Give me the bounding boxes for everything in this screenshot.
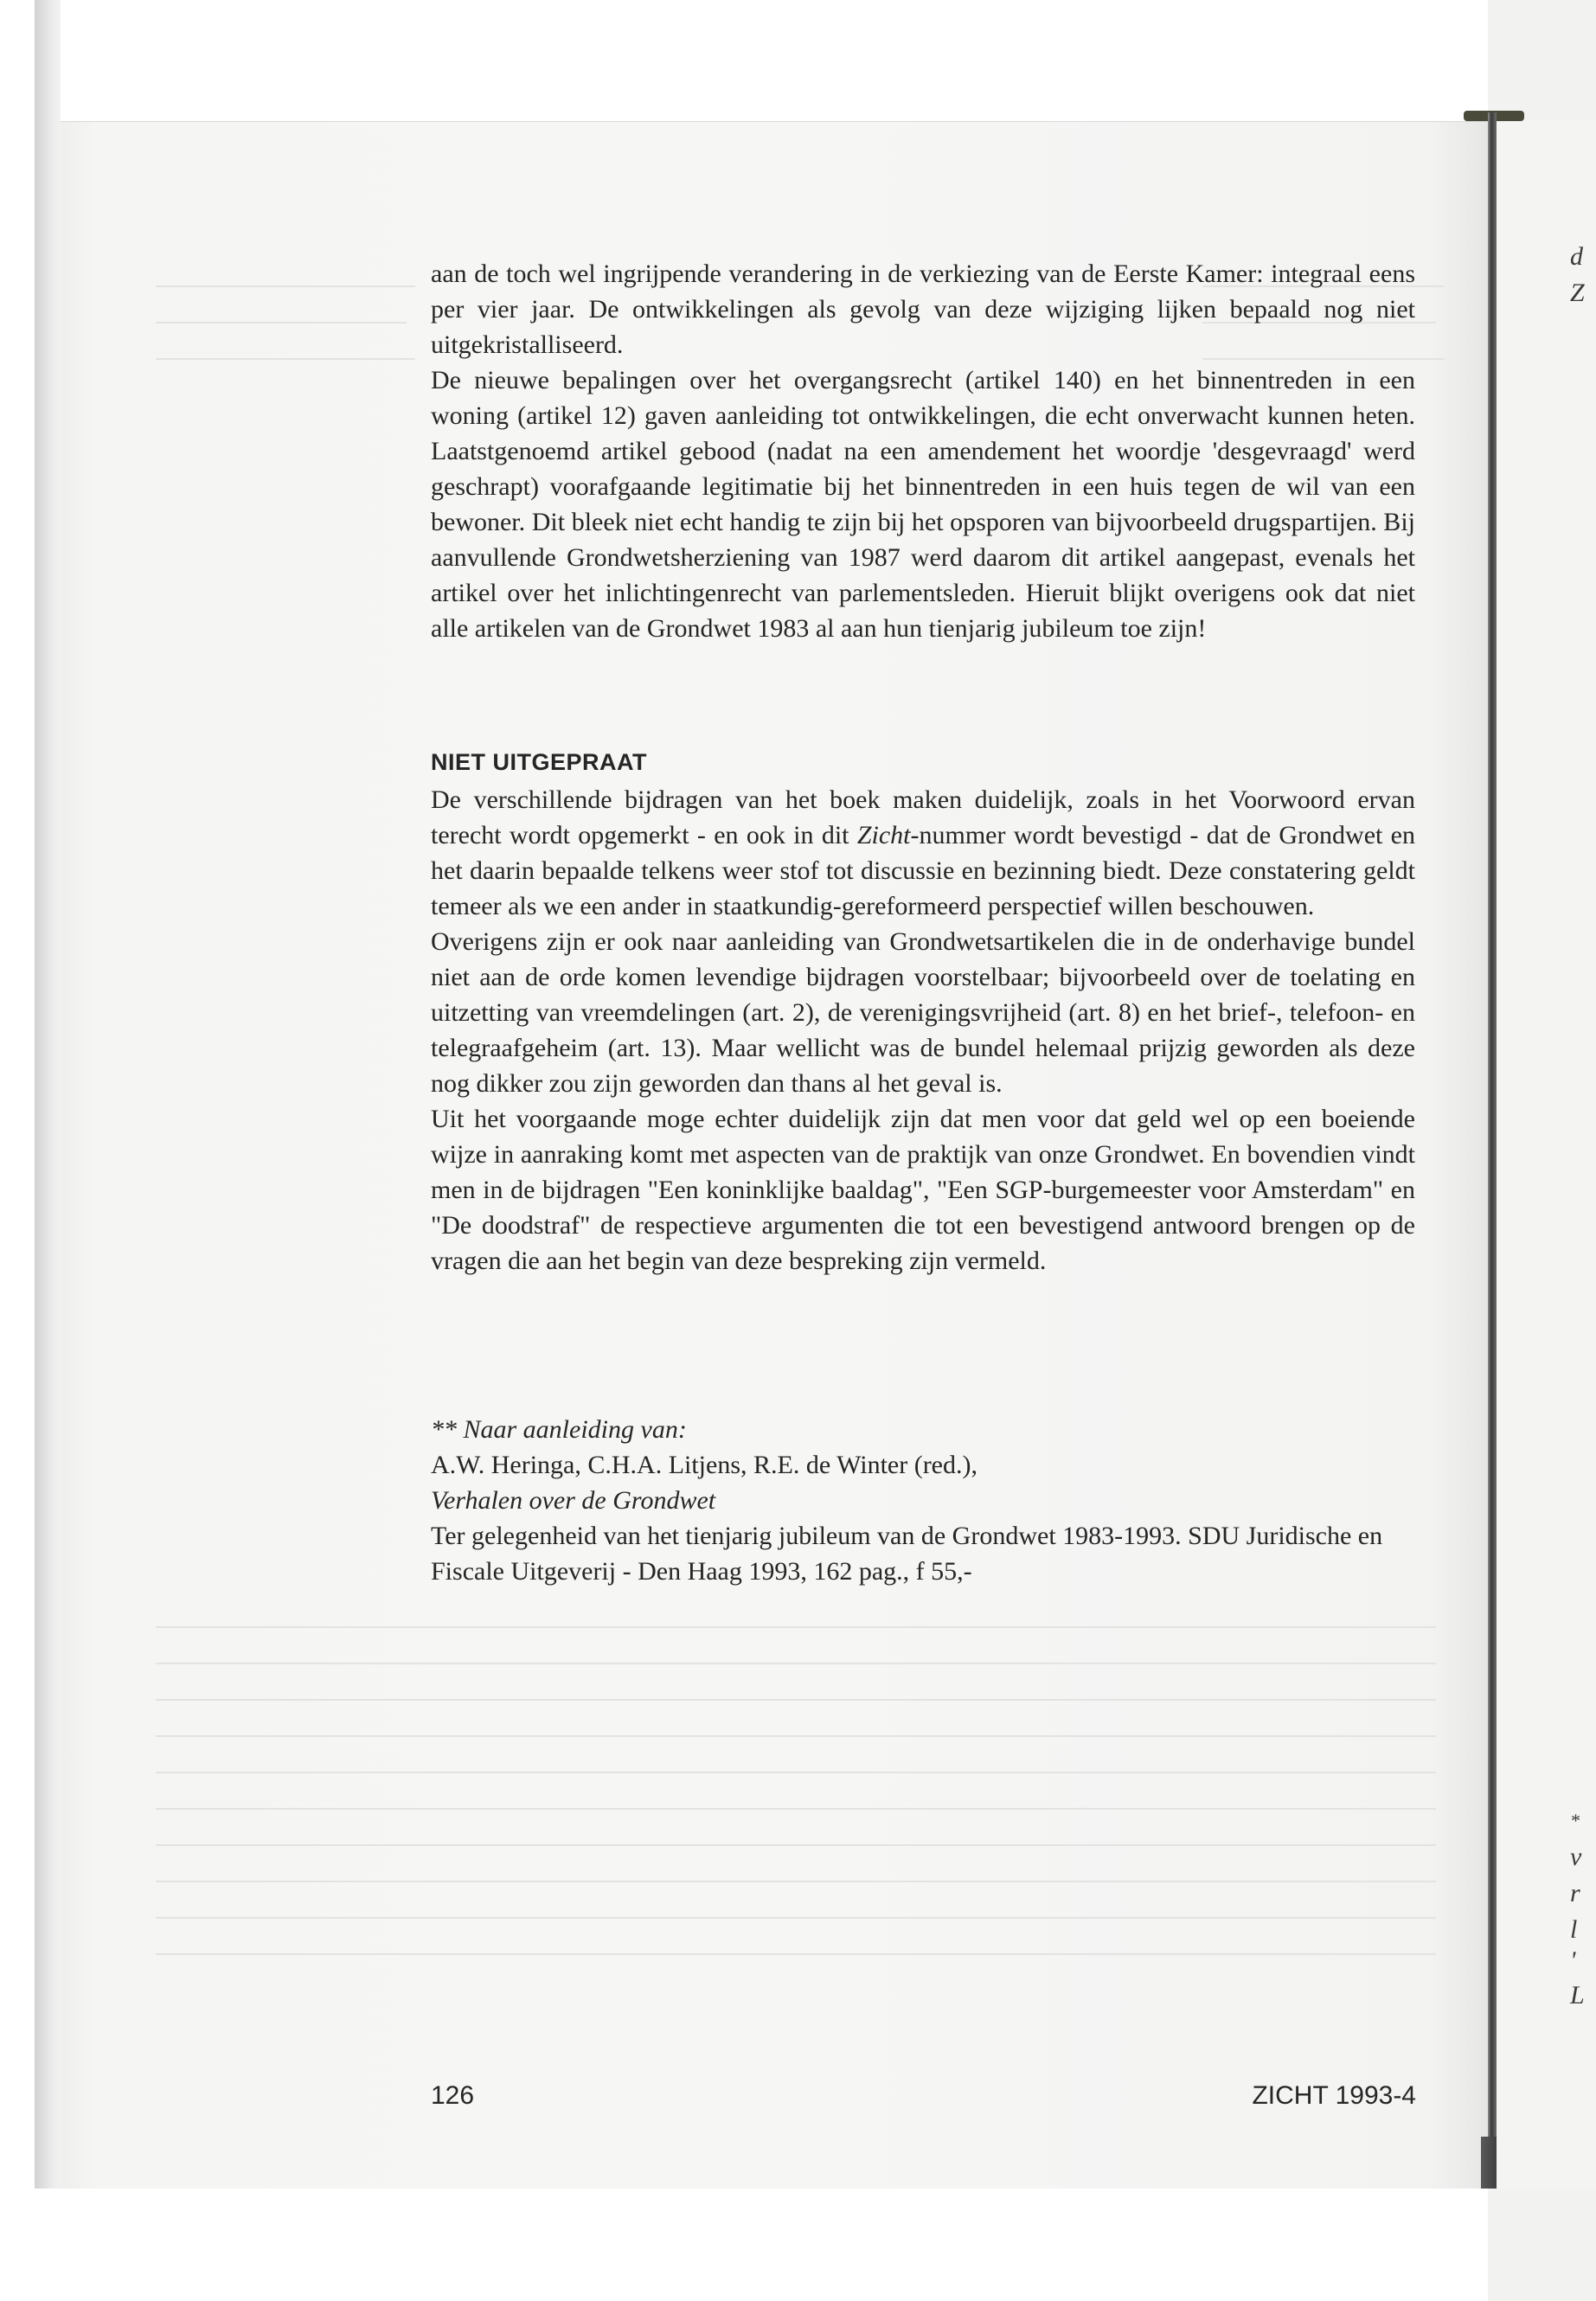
magazine-name-italic: Zicht (856, 821, 911, 849)
article-body-section (431, 782, 1415, 1279)
scan-top-margin (35, 0, 1488, 121)
body-paragraph (431, 782, 1415, 924)
next-page-fragment: ' (1570, 1946, 1576, 1975)
body-paragraph: aan de toch wel ingrijpende verandering in de verkiezing van de Eerste Kamer: integraal eens per vier jaar. De ontwikkelingen als gevolg van deze wijziging lijken bepaald nog niet uitgekristalliseerd. (431, 260, 1415, 359)
next-page-fragment: * (1570, 1810, 1580, 1831)
body-paragraph: De nieuwe bepalingen over het overgangsrecht (artikel 140) en het binnentreden in een woning (artikel 12) gaven aanleiding tot ontwikkelingen, die echt onverwacht kunnen heten. Laatstgenoemd artikel gebood (nadat na een amendement het woordje 'desgevraagd' werd geschrapt) voorafgaande legitimatie bij het binnentreden in een huis tegen de wil van een bewoner. Dit bleek niet echt handig te zijn bij het opsporen van bijvoorbeeld drugspartijen. Bij aanvullende Grondwetsherziening van 1987 werd daarom dit artikel aangepast, evenals het artikel over het inlichtingenrecht van parlementsleden. Hieruit blijkt overigens ook dat niet alle artikelen van de Grondwet 1983 al aan hun tienjarig jubileum toe zijn! (431, 366, 1415, 643)
text-run: -nummer wordt bevestigd - dat de Grondwet en het daarin bepaalde telkens weer stof tot discussie en bezinning biedt. Deze constatering geldt temeer als we een ander in staatkundig-gereformeerd perspectief willen beschouwen. (431, 821, 1415, 920)
page-number: 126 (431, 2081, 475, 2110)
note-details: Ter gelegenheid van het tienjarig jubileum van de Grondwet 1983-1993. SDU Juridische en Fiscale Uitgeverij - Den Haag 1993, 162 pag., f 55,- (431, 1522, 1383, 1586)
text-run: De verschillende bijdragen van het boek maken duidelijk, zoals in het Voorwoord ervan terecht wordt opgemerkt - en ook in dit (431, 785, 1415, 849)
scan-bottom-margin (35, 2189, 1488, 2301)
section-heading: NIET UITGEPRAAT (431, 749, 647, 775)
next-page-fragment: l (1570, 1915, 1578, 1944)
next-page-fragment: d (1570, 242, 1583, 271)
article-body-top (431, 256, 1415, 646)
body-paragraph: Uit het voorgaande moge echter duidelijk zijn dat men voor dat geld wel op een boeiende wijze in aanraking komt met aspecten van de praktijk van onze Grondwet. En bovendien vindt men in de bijdragen "Een koninklijke baaldag", "Een SGP-burgemeester voor Amsterdam" en "De doodstraf" de respectieve argumenten die tot een bevestigend antwoord brengen op de vragen die aan het begin van deze bespreking zijn vermeld. (431, 1105, 1415, 1275)
next-page-fragment: v (1570, 1843, 1582, 1871)
note-authors: A.W. Heringa, C.H.A. Litjens, R.E. de Winter (red.), (431, 1451, 977, 1479)
scan-left-edge (0, 0, 35, 2301)
scan-left-shadow (35, 0, 61, 2301)
next-page-fragment: Z (1570, 279, 1585, 307)
magazine-issue: ZICHT 1993-4 (1252, 2081, 1416, 2110)
next-page-edge (1497, 121, 1596, 2189)
source-note (431, 1412, 1415, 1589)
next-page-fragment: L (1570, 1981, 1585, 2009)
note-label: ** Naar aanleiding van: (431, 1415, 687, 1444)
note-book-title: Verhalen over de Grondwet (431, 1486, 716, 1515)
body-paragraph: Overigens zijn er ook naar aanleiding van Grondwetsartikelen die in de onderhavige bundel niet aan de orde komen levendige bijdragen voorstelbaar; bijvoorbeeld over de toelating en uitzetting van vreemdelingen (art. 2), de verenigingsvrijheid (art. 8) en het brief-, telefoon- en telegraafgeheim (art. 13). Maar wellicht was de bundel helemaal prijzig geworden als deze nog dikker zou zijn geworden dan thans al het geval is. (431, 927, 1415, 1098)
book-spine (1488, 112, 1497, 2189)
next-page-fragment: r (1570, 1879, 1580, 1907)
